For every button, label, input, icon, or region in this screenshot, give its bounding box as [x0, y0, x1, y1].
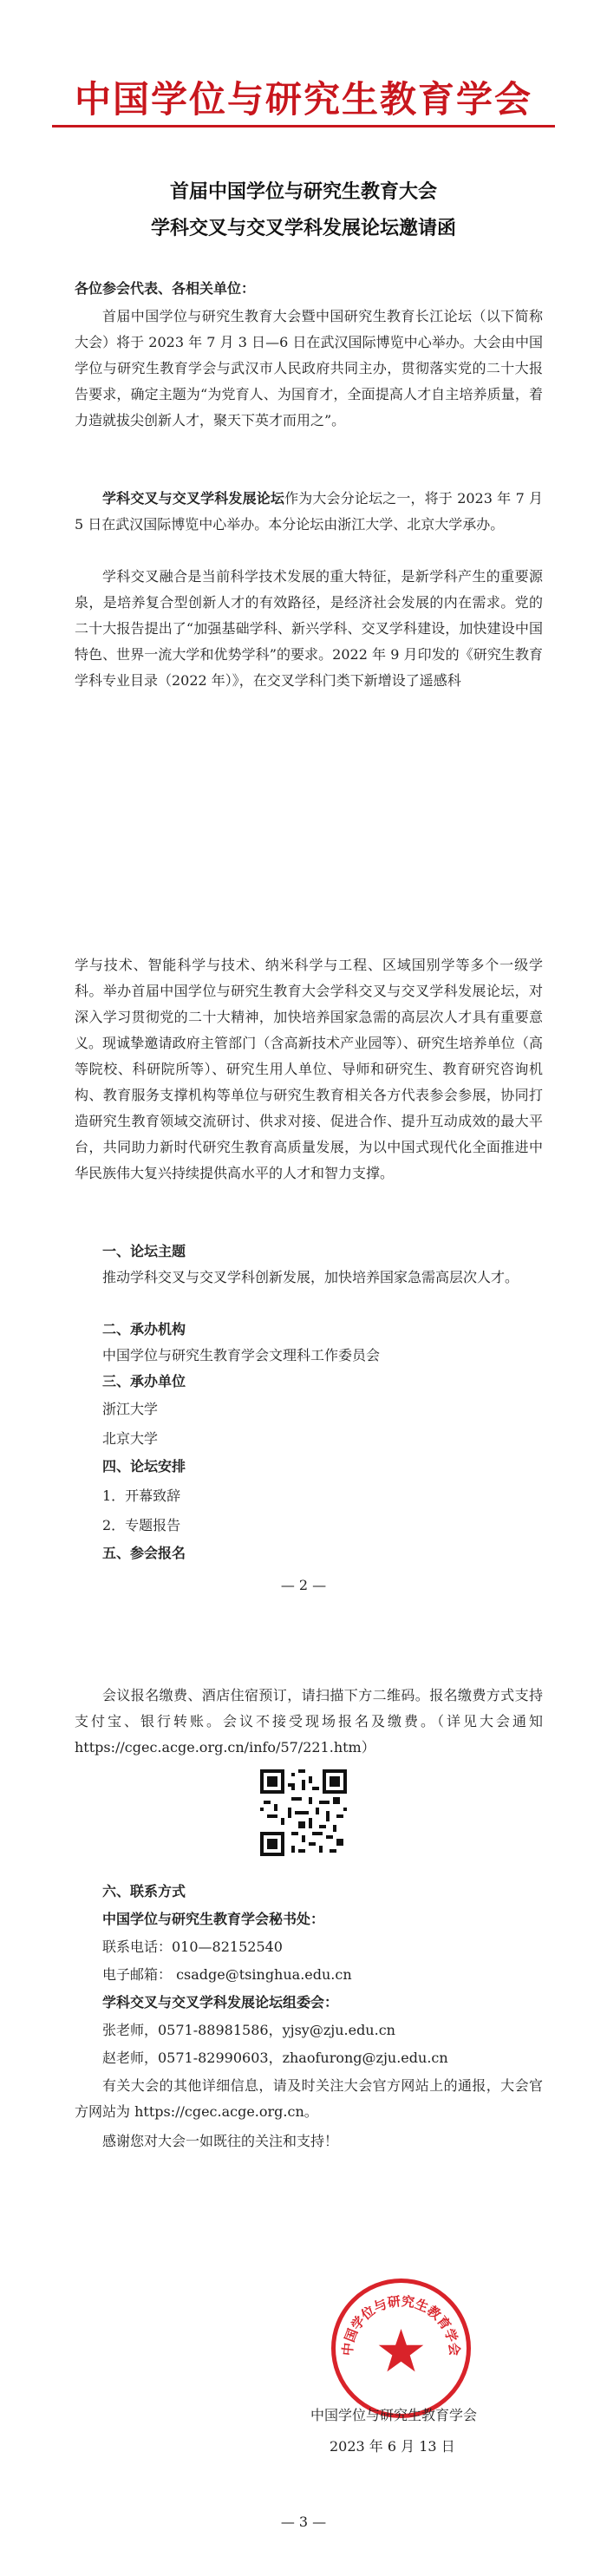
- org-header-title: 中国学位与研究生教育学会: [74, 78, 532, 121]
- forum-name: 学科交叉与交叉学科发展论坛: [102, 490, 285, 507]
- section-agenda-heading: 四、论坛安排: [102, 1458, 186, 1474]
- section-hosts-heading: 三、承办单位: [102, 1373, 186, 1389]
- official-seal: [330, 2277, 473, 2420]
- page-number: — 3 —: [280, 2514, 327, 2530]
- registration-qr-code[interactable]: [260, 1769, 347, 1856]
- section-theme-text: 推动学科交叉与交叉学科创新发展，加快培养国家急需高层次人才。: [102, 1269, 519, 1285]
- seal-star: [379, 2329, 424, 2371]
- paragraph-forum: [75, 486, 543, 538]
- seal-text: 中国学位与研究生教育学会: [339, 2293, 463, 2357]
- contact-phone: 联系电话：010—82152540: [102, 1939, 283, 1955]
- forum-desc: 作为大会分论坛之一，将于 2023 年 7 月 5 日在武汉国际博览中心举办。本分论坛由浙江大学、北京大学承办。: [75, 490, 543, 533]
- section-organizer-heading: 二、承办机构: [102, 1321, 186, 1337]
- website-notice: 有关大会的其他详细信息，请及时关注大会官方网站上的通报，大会官方网站为 https://cgec.acge.org.cn。: [75, 2077, 543, 2120]
- agenda-item: 2．专题报告: [102, 1517, 181, 1533]
- registration-text: 会议报名缴费、酒店住宿预订，请扫描下方二维码。报名缴费方式支持支付宝、银行转账。会议不接受现场报名及缴费。（详见大会通知 https://cgec.acge.org.cn/info/57/221.htm）: [75, 1687, 543, 1755]
- secretariat-label: 中国学位与研究生教育学会秘书处：: [102, 1911, 325, 1927]
- contact-email[interactable]: 电子邮箱： csadge@tsinghua.edu.cn: [102, 1966, 352, 1983]
- section-contact-heading: 六、联系方式: [102, 1883, 186, 1899]
- committee-label: 学科交叉与交叉学科发展论坛组委会：: [102, 1994, 339, 2010]
- agenda-item: 1．开幕致辞: [102, 1487, 181, 1504]
- paragraph-background: 学科交叉融合是当前科学技术发展的重大特征，是新学科产生的重要源泉，是培养复合型创新人才的有效路径，是经济社会发展的内在需求。党的二十大报告提出了“加强基础学科、新兴学科、交叉学科建设，加快建设中国特色、世界一流大学和优势学科”的要求。2022 年 9 月印发的《研究生教育学科专业目录（2022 年）》，在交叉学科门类下新增设了遥感科: [75, 568, 543, 689]
- paragraph-intro: 首届中国学位与研究生教育大会暨中国研究生教育长江论坛（以下简称大会）将于 2023 年 7 月 3 日—6 日在武汉国际博览中心举办。大会由中国学位与研究生教育学会与武汉市人民政府共同主办，贯彻落实党的二十大报告要求，确定主题为“为党育人、为国育才，全面提高人才自主培养质量，着力造就拔尖创新人才，聚天下英才而用之”。: [75, 308, 543, 428]
- contact-person-1: 张老师，0571-88981586，yjsy@zju.edu.cn: [102, 2022, 395, 2038]
- section-registration-heading: 五、参会报名: [102, 1545, 186, 1561]
- section-organizer-text: 中国学位与研究生教育学会文理科工作委员会: [102, 1347, 381, 1363]
- salutation: 各位参会代表、各相关单位：: [75, 280, 256, 297]
- page-number: — 2 —: [280, 1577, 327, 1593]
- doc-title-line1: 首届中国学位与研究生教育大会: [169, 180, 437, 203]
- section-theme-heading: 一、论坛主题: [102, 1243, 186, 1259]
- host-item: 北京大学: [102, 1430, 159, 1447]
- header-divider: [52, 125, 555, 127]
- signature-date: 2023 年 6 月 13 日: [330, 2438, 455, 2455]
- signature-org: 中国学位与研究生教育学会: [310, 2407, 478, 2423]
- contact-person-2: 赵老师，0571-82990603，zhaofurong@zju.edu.cn: [102, 2050, 448, 2066]
- paragraph-background-cont: 学与技术、智能科学与技术、纳米科学与工程、区域国别学等多个一级学科。举办首届中国学位与研究生教育大会学科交叉与交叉学科发展论坛，对深入学习贯彻党的二十大精神，加快培养国家急需的高层次人才具有重要意义。: [75, 957, 543, 1051]
- paragraph-invitation: 现诚挚邀请政府主管部门（含高新技术产业园等）、研究生培养单位（高等院校、科研院所等）、研究生用人单位、导师和研究生、教育研究咨询机构、教育服务支撑机构等单位与研究生教育相关各方代表参会参展，协同打造研究生教育领域交流研讨、供求对接、促进合作、提升互动成效的最大平台，共同助力新时代研究生教育高质量发展，为以中国式现代化全面推进中华民族伟大复兴持续提供高水平的人才和智力支撑。: [75, 1035, 543, 1181]
- host-item: 浙江大学: [102, 1401, 159, 1417]
- doc-title-line2: 学科交叉与交叉学科发展论坛邀请函: [150, 217, 456, 239]
- thanks-note: 感谢您对大会一如既往的关注和支持！: [102, 2133, 339, 2149]
